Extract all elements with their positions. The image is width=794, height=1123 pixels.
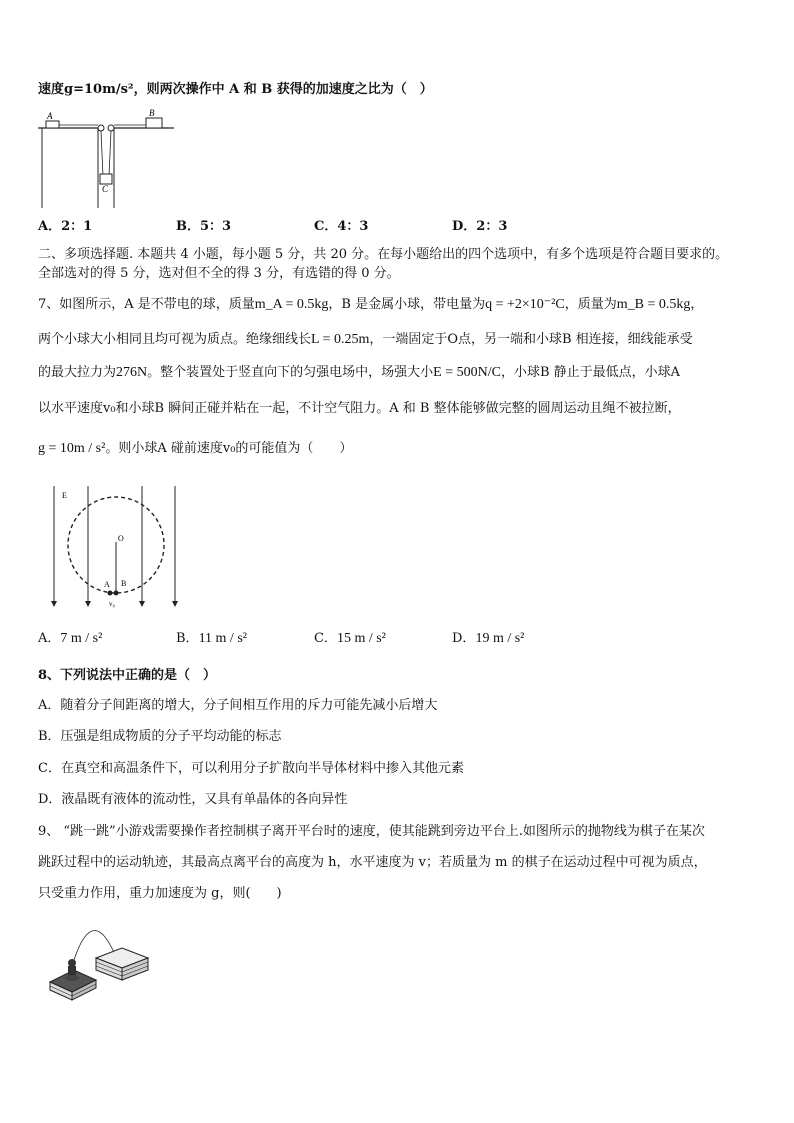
q9-line2: 跳跃过程中的运动轨迹，其最高点离平台的高度为 h，水平速度为 v；若质量为 m 的棋子在运动过程中可视为质点， — [38, 855, 707, 870]
label-b: B — [121, 579, 127, 588]
q9-line1: 9、 “跳一跳”小游戏需要操作者控制棋子离开平台时的速度，使其能跳到旁边平台上.如图所示的抛物线为棋子在某次 — [38, 824, 705, 839]
q7-line1 — [38, 296, 703, 314]
q7-line1c: ，质量为 — [564, 297, 617, 312]
q7-g: g = 10m / s² — [38, 441, 106, 456]
q6-option-c: C．4：3 — [314, 219, 369, 234]
q7-line2 — [38, 331, 693, 349]
label-a: A — [47, 111, 53, 121]
q7-option-b-letter: B． — [176, 631, 199, 646]
q7-line3b: 。整个装置处于竖直向下的匀强电场中，场强大小 — [147, 365, 434, 380]
q7-field-figure — [42, 482, 192, 612]
q6-pulley-figure — [38, 108, 178, 208]
label-b: B — [149, 108, 155, 118]
q7-line2a: 两个小球大小相同且均可视为质点。绝缘细线长 — [38, 332, 312, 347]
q7-option-c-letter: C． — [314, 631, 337, 646]
q7-option-a-letter: A． — [38, 631, 61, 646]
q8-option-d: D．液晶既有液体的流动性，又具有单晶体的各向异性 — [38, 792, 348, 807]
q6-option-d: D．2：3 — [452, 219, 508, 234]
q8-option-a: A．随着分子间距离的增大，分子间相互作用的斥力可能先减小后增大 — [38, 698, 438, 713]
q8-option-c: C．在真空和高温条件下，可以利用分子扩散向半导体材料中掺入其他元素 — [38, 761, 464, 776]
q7-F: 276N — [116, 365, 148, 380]
q6-stem-tail: 速度g=10m/s²，则两次操作中 A 和 B 获得的加速度之比为（ ） — [38, 82, 433, 97]
q7-mb: m_B = 0.5kg — [616, 297, 691, 312]
q9-jump-figure — [46, 930, 156, 1010]
q8-stem: 8、下列说法中正确的是（ ） — [38, 668, 217, 683]
q7-option-a-value: 7 m / s² — [60, 631, 103, 646]
section2-line2: 全部选对的得 5 分，选对但不全的得 3 分，有选错的得 0 分。 — [38, 266, 400, 281]
q7-line3 — [38, 364, 680, 382]
q7-option-c-value: 15 m / s² — [336, 631, 386, 646]
q7-option-b-value: 11 m / s² — [198, 631, 247, 646]
q7-q: q = +2×10⁻²C — [485, 297, 565, 312]
q7-line2b: ，一端固定于O点，另一端和小球B 相连接，细线能承受 — [369, 332, 693, 347]
section2-line1: 二、多项选择题. 本题共 4 小题，每小题 5 分，共 20 分。在每小题给出的四个选项中，有多个选项是符合题目要求的。 — [38, 247, 729, 262]
q7-line1d: ， — [690, 297, 704, 312]
q6-option-b: B．5：3 — [176, 219, 232, 234]
label-a: A — [104, 580, 110, 589]
q7-L: L = 0.25m — [311, 332, 370, 347]
label-c: C — [102, 184, 109, 194]
q7-line1a: 7、如图所示，A 是不带电的球，质量 — [38, 297, 255, 312]
label-o: O — [118, 534, 124, 543]
q7-option-d — [452, 630, 524, 648]
q7-line4: 以水平速度v₀和小球B 瞬间正碰并粘在一起，不计空气阻力。A 和 B 整体能够做完整的圆周运动且绳不被拉断， — [38, 401, 681, 416]
q7-line1b: ，B 是金属小球，带电量为 — [328, 297, 486, 312]
q8-option-b: B．压强是组成物质的分子平均动能的标志 — [38, 729, 282, 744]
label-v0: v₀ — [109, 600, 115, 608]
q6-option-a: A．2：1 — [38, 219, 93, 234]
label-e: E — [62, 491, 67, 500]
q7-line5b: 。则小球A 碰前速度v₀的可能值为（ ） — [105, 441, 353, 456]
q7-ma: m_A = 0.5kg — [254, 297, 329, 312]
q9-line3: 只受重力作用，重力加速度为 g，则( ) — [38, 886, 282, 901]
q7-line3c: ，小球B 静止于最低点，小球A — [500, 365, 681, 380]
q7-option-d-value: 19 m / s² — [475, 631, 525, 646]
q7-option-a — [38, 630, 102, 648]
q7-line3a: 的最大拉力为 — [38, 365, 117, 380]
q7-option-c — [314, 630, 386, 648]
q7-option-d-letter: D． — [452, 631, 476, 646]
q7-line5 — [38, 440, 352, 458]
q7-option-b — [176, 630, 247, 648]
q7-E: E = 500N/C — [433, 365, 501, 380]
